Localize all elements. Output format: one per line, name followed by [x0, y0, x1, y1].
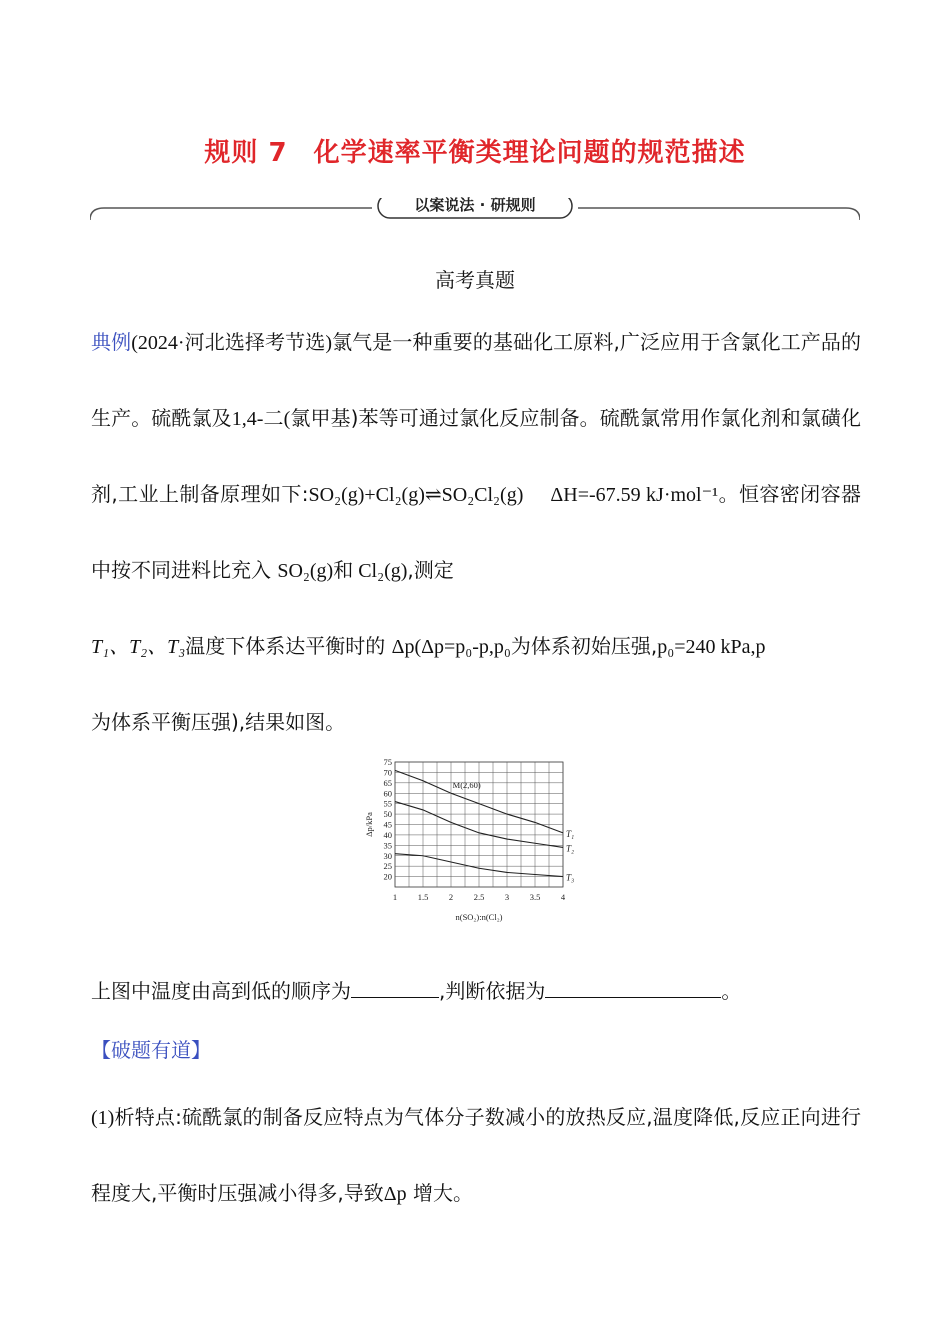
y-tick-label: 45	[383, 819, 392, 830]
equation-right: SO₂Cl₂(g)	[441, 484, 524, 506]
analysis-number: (1)	[91, 1107, 115, 1129]
y-axis-label: Δp/kPa	[364, 812, 374, 837]
y-tick-label: 70	[383, 767, 392, 778]
temperatures: T₁、T₂、T₃	[91, 636, 186, 658]
x-tick-label: 3	[504, 892, 510, 902]
rule-number: 规则 7	[204, 138, 288, 168]
y-tick-label: 20	[383, 871, 392, 882]
series-label: T₁	[566, 828, 575, 839]
x-tick-label: 2	[448, 892, 454, 902]
series-label: T₃	[566, 872, 575, 883]
question-text: ,判断依据为	[439, 979, 546, 1003]
y-tick-label: 75	[383, 757, 392, 767]
equation-left: SO₂(g)+Cl₂(g)	[308, 484, 425, 506]
y-tick-label: 50	[383, 809, 392, 820]
x-axis-label: n(SO₂):n(Cl₂)	[455, 912, 503, 922]
y-tick-label: 65	[383, 777, 392, 788]
equilibrium-chart	[355, 752, 595, 932]
point-annotation: M(2,60)	[452, 780, 481, 791]
y-tick-label: 55	[383, 798, 392, 809]
example-text: 1,4-二(	[231, 408, 291, 430]
example-text: 为体系初始压强,	[510, 634, 658, 658]
example-text: 氯气是一种重要的基础化工原料,广泛应用于含氯化工产品的生产。硫酰氯及	[91, 330, 862, 430]
example-text: 。恒容密闭容器中按不同进料比充入	[91, 482, 861, 582]
analysis-text: 析特点:硫酰氯的制备反应特点为气体分子数减小的放热反应,温度降低,反应正向进行程度大,平衡时压强减小得多,导致	[91, 1105, 861, 1205]
y-tick-label: 35	[383, 840, 392, 851]
page-title	[0, 132, 950, 169]
initial-pressure: p₀=240 kPa,p	[657, 636, 766, 658]
example-source: (2024·河北选择考节选)	[131, 332, 332, 354]
question-paragraph	[91, 954, 861, 1029]
example-paragraph	[91, 305, 861, 760]
example-tag: 典例	[91, 330, 132, 354]
y-tick-label: 25	[383, 861, 392, 872]
example-text: 氯甲基)苯等可通过氯化反应制备。硫酰氯常用作氯化剂和氯磺化剂,工业上制备原理如下:	[91, 406, 861, 506]
enthalpy: ΔH=-67.59 kJ·mol⁻¹	[550, 484, 719, 506]
x-tick-label: 1	[392, 892, 398, 902]
x-tick-label: 2.5	[473, 892, 485, 902]
answer-blank-1[interactable]	[351, 975, 439, 998]
y-tick-label: 40	[383, 829, 392, 840]
tip-label: 【破题有道】	[91, 1038, 211, 1062]
equilibrium-arrow: ⇌	[424, 484, 442, 506]
analysis-text: 增大。	[406, 1181, 473, 1205]
y-tick-label: 30	[383, 850, 392, 861]
y-tick-label: 60	[383, 788, 392, 799]
banner-label: 以案说法 · 研规则	[414, 196, 536, 214]
reagents: SO₂(g)和 Cl₂(g)	[277, 560, 408, 582]
example-text: 为体系平衡压强),结果如图。	[91, 710, 346, 734]
rule-title: 化学速率平衡类理论问题的规范描述	[313, 138, 746, 168]
x-tick-label: 1.5	[417, 892, 429, 902]
question-text: 。	[721, 979, 742, 1003]
analysis-paragraph	[91, 1080, 861, 1232]
section-heading: 高考真题	[435, 268, 515, 292]
x-tick-label: 4	[560, 892, 566, 902]
example-text: ,测定	[407, 558, 454, 582]
answer-blank-2[interactable]	[545, 975, 721, 998]
chart-svg	[355, 752, 595, 932]
delta-p: Δp(Δp=p₀-p,p₀	[391, 636, 511, 658]
question-text: 上图中温度由高到低的顺序为	[91, 979, 351, 1003]
x-tick-label: 3.5	[529, 892, 541, 902]
example-text: 温度下体系达平衡时的	[185, 634, 386, 658]
series-label: T₂	[566, 843, 575, 854]
delta-p: Δp	[383, 1183, 407, 1205]
